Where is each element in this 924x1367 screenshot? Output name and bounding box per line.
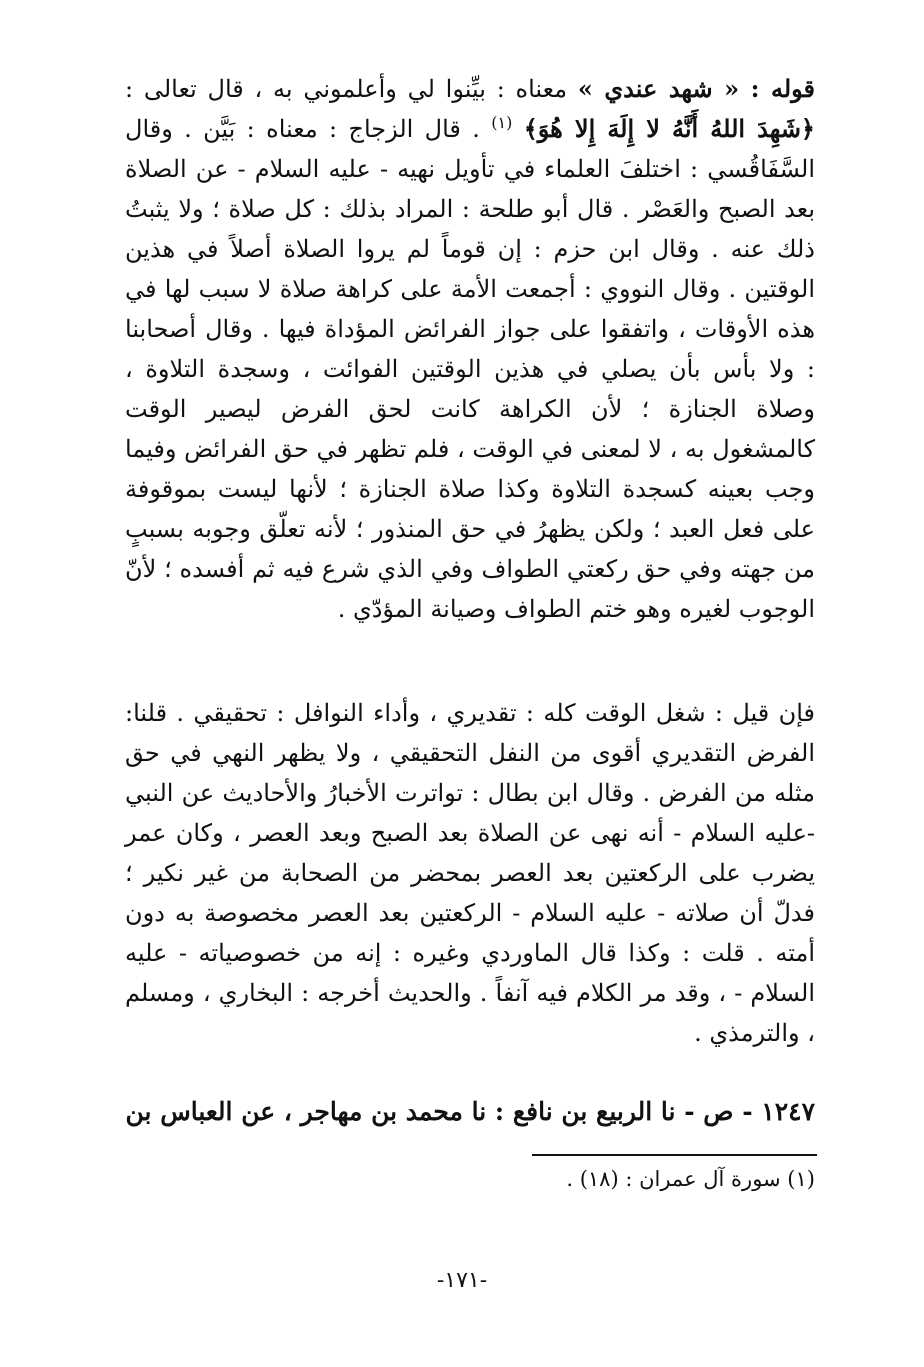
paragraph-text: معناه : بيِّنوا لي وأعلموني به ، قال تعالى :	[125, 75, 578, 103]
page-number: -١٧١-	[436, 1268, 488, 1293]
quoted-lemma: قوله : « شهد عندي »	[577, 74, 816, 103]
objection-paragraph: فإن قيل : شغل الوقت كله : تقديري ، وأداء النوافل : تحقيقي . قلنا: الفرض التقديري أقوى من النفل التحقيقي ، ولا يظهر النهي في حق مثله من الفرض . وقال ابن بطال : تواترت الأخبارُ والأحاديث عن النبي -عليه السلام - أنه نهى عن الصلاة بعد الصبح وبعد العصر ، وكان عمر يضرب على الركعتين بعد العصر بمحضر من الصحابة من غير نكير ؛ فدلّ أن صلاته - عليه السلام - الركعتين بعد العصر مخصوصة به دون أمته . قلت : وكذا قال الماوردي وغيره : إنه من خصوصياته - عليه السلام - ، وقد مر الكلام فيه آنفاً . والحديث أخرجه : البخاري ، ومسلم ، والترمذي .	[125, 699, 816, 1047]
footnote-reference[interactable]: (١)	[491, 113, 513, 132]
hadith-heading: ١٢٤٧ - ص - نا الربيع بن نافع : نا محمد بن مهاجر ، عن العباس بن	[125, 1097, 815, 1126]
footnote-divider	[532, 1154, 817, 1156]
footnote: (١) سورة آل عمران : (١٨) .	[566, 1167, 815, 1191]
quran-verse: ﴿شَهِدَ اللهُ أَنَّهُ لا إِلَهَ إِلا هُوَ﴾	[523, 114, 815, 143]
commentary-paragraph	[125, 69, 815, 629]
paragraph-text: . قال الزجاج : معناه : بَيَّن . وقال السَّفَاقُسي : اختلفَ العلماء في تأويل نهيه - عليه السلام - عن الصلاة بعد الصبح والعَصْر . قال أبو طلحة : المراد بذلك : كل صلاة ؛ ولا يثبتُ ذلك عنه . وقال ابن حزم : إن قوماً لم يروا الصلاة أصلاً في هذين الوقتين . وقال النووي : أجمعت الأمة على كراهة صلاة لا سبب لها في هذه الأوقات ، واتفقوا على جواز الفرائض المؤداة فيها . وقال أصحابنا : ولا بأس بأن يصلي في هذين الوقتين الفوائت ، وسجدة التلاوة ، وصلاة الجنازة ؛ لأن الكراهة كانت لحق الفرض ليصير الوقت كالمشغول به ، لا لمعنى في الوقت ، فلم تظهر في حق الفرائض وفيما وجب بعينه كسجدة التلاوة وكذا صلاة الجنازة ؛ لأنها ليست بموقوفة على فعل العبد ؛ ولكن يظهرُ في حق المنذور ؛ لأنه تعلّق وجوبه بسببٍ من جهته وفي حق ركعتي الطواف وفي الذي شرع فيه ثم أفسده ؛ لأنّ الوجوب لغيره وهو ختم الطواف وصيانة المؤدّي .	[125, 115, 815, 623]
